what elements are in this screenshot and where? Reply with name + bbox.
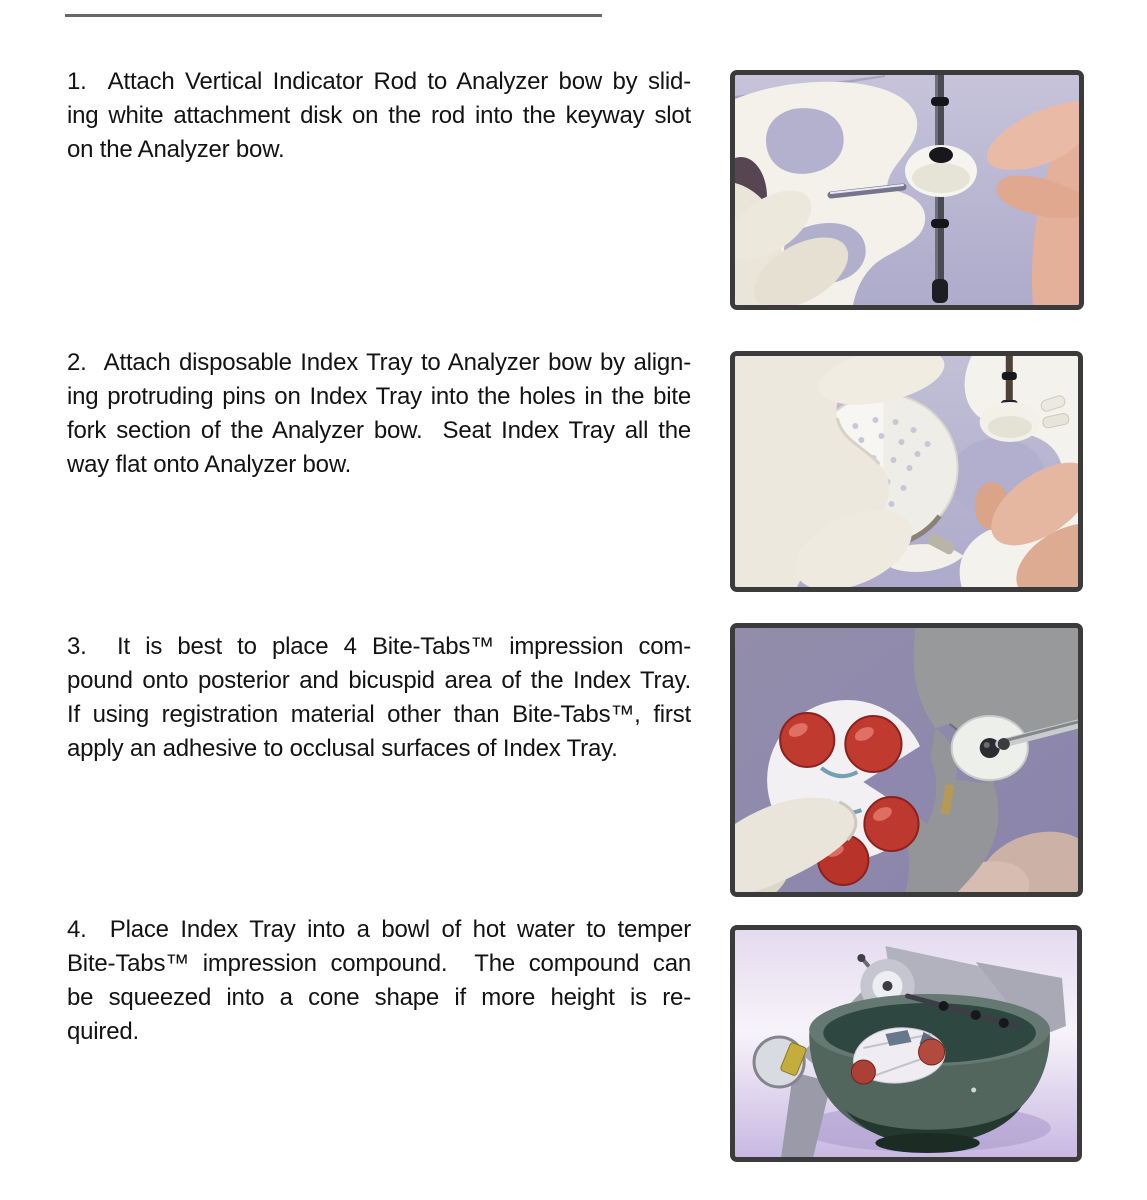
step-4-text xyxy=(67,913,691,1049)
step-4-photo-illustration xyxy=(735,930,1077,1157)
step-1-photo-illustration xyxy=(735,75,1079,305)
bite-tab xyxy=(851,1060,875,1084)
step-3-line-4: apply an adhesive to occlusal surfaces of Index Tray. xyxy=(67,735,618,762)
step-4-line-2: Bite-Tabs™ impression compound. The compound can xyxy=(67,950,691,977)
step-1-line-3: on the Analyzer bow. xyxy=(67,136,285,163)
step-3-photo-illustration xyxy=(735,628,1078,892)
step-3-photo xyxy=(730,623,1083,897)
step-1-text xyxy=(67,65,691,167)
step-3-line-3: If using registration material other than Bite-Tabs™, first xyxy=(67,701,691,728)
step-3-text xyxy=(67,630,691,766)
step-2-line-1: 2. Attach disposable Index Tray to Analyzer bow by align- xyxy=(67,349,691,376)
step-2-line-3: fork section of the Analyzer bow. Seat Index Tray all the xyxy=(67,417,691,444)
white-attachment-disk xyxy=(952,716,1028,780)
step-4-line-4: quired. xyxy=(67,1018,139,1045)
step-4-line-3: be squeezed into a cone shape if more height is re- xyxy=(67,984,691,1011)
step-4-photo xyxy=(730,925,1082,1162)
step-4-line-1: 4. Place Index Tray into a bowl of hot water to temper xyxy=(67,916,691,943)
step-2-line-4: way flat onto Analyzer bow. xyxy=(67,451,352,478)
step-1-line-1: 1. Attach Vertical Indicator Rod to Analyzer bow by slid- xyxy=(67,68,691,95)
step-3-line-1: 3. It is best to place 4 Bite-Tabs™ impression com- xyxy=(67,633,691,660)
step-3-line-2: pound onto posterior and bicuspid area of the Index Tray. xyxy=(67,667,691,694)
step-2-photo xyxy=(730,351,1083,592)
bite-tab xyxy=(919,1039,945,1065)
step-1-line-2: ing white attachment disk on the rod into the keyway slot xyxy=(67,102,691,129)
step-2-photo-illustration xyxy=(735,356,1078,587)
step-2-text xyxy=(67,346,691,482)
white-attachment-disk xyxy=(905,145,977,197)
top-rule xyxy=(65,14,602,17)
step-1-photo xyxy=(730,70,1084,310)
step-2-line-2: ing protruding pins on Index Tray into the holes in the bite xyxy=(67,383,691,410)
